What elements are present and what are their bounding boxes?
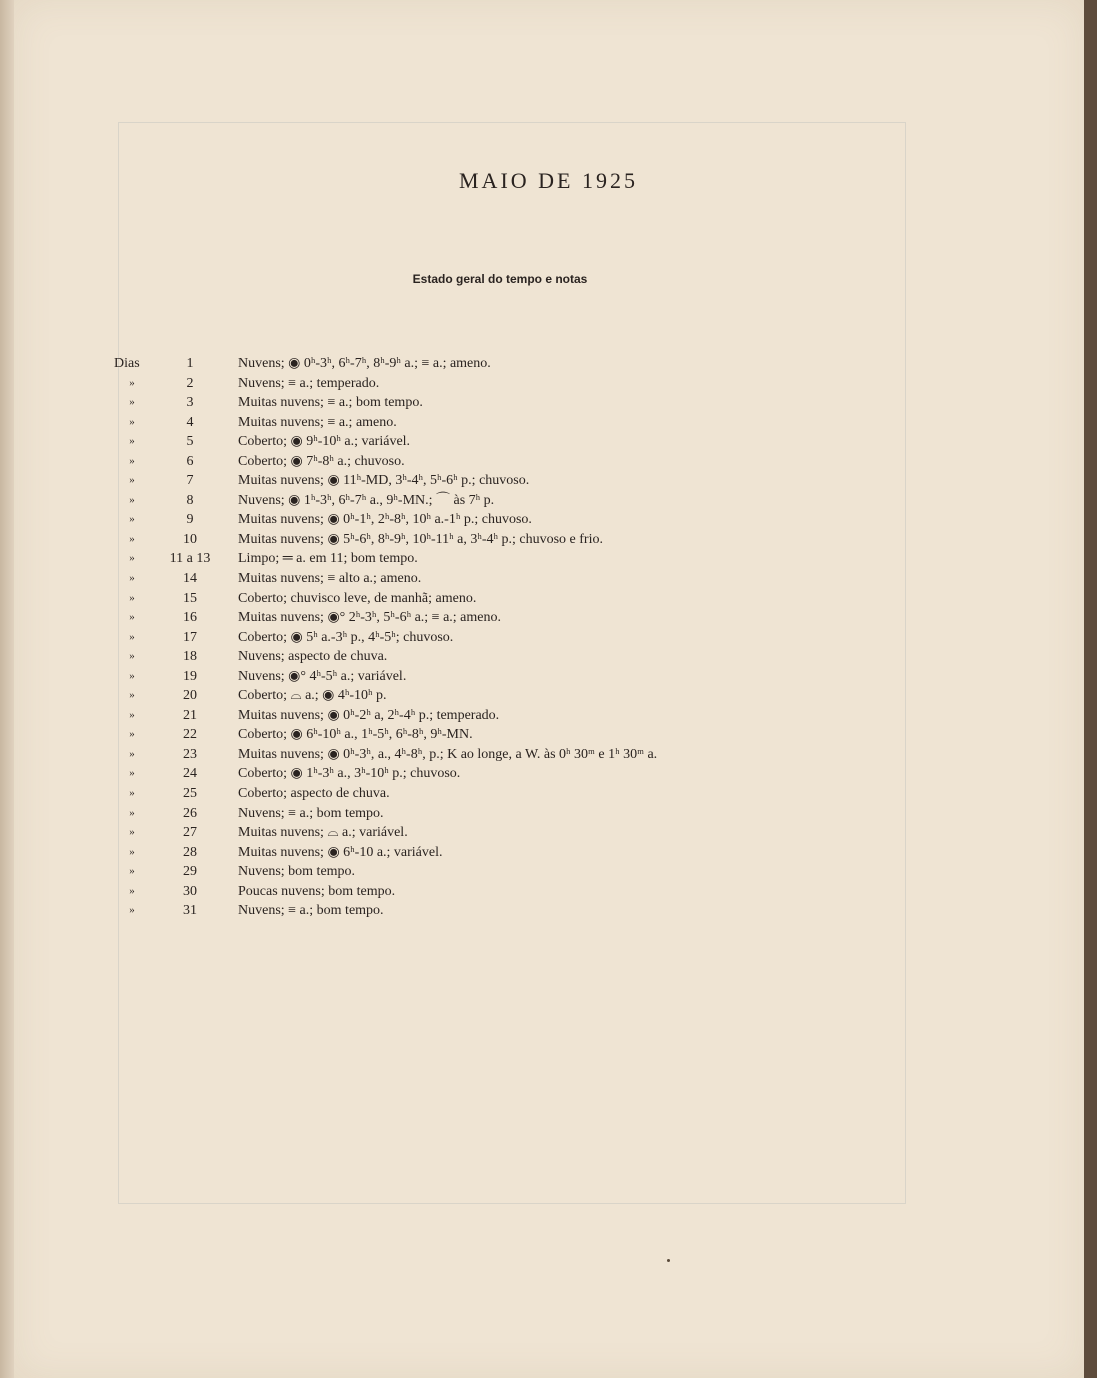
ditto-mark: » [129,415,135,428]
day-number: 27 [183,825,197,841]
weather-note: Muitas nuvens; ◉ 6ʰ-10 a.; variável. [238,844,443,860]
day-row [0,843,1097,863]
ditto-mark: » [129,572,135,585]
days-label: Dias [114,356,140,371]
day-number: 22 [183,727,197,743]
weather-note: Muitas nuvens; ◉ 0ʰ-2ʰ a, 2ʰ-4ʰ p.; temperado. [238,707,500,723]
day-number: 29 [183,864,197,880]
day-number: 31 [183,903,197,919]
ditto-mark: » [129,396,135,409]
weather-note: Muitas nuvens; ◉ 0ʰ-3ʰ, a., 4ʰ-8ʰ, p.; K ao longe, a W. às 0ʰ 30ᵐ e 1ʰ 30ᵐ a. [238,746,658,762]
day-row [0,667,1097,687]
day-row [0,647,1097,667]
day-row [0,706,1097,726]
day-row [0,354,1097,374]
day-number: 7 [186,473,194,489]
weather-note: Nuvens; ◉° 4ʰ-5ʰ a.; variável. [238,668,407,684]
day-row [0,374,1097,394]
weather-note: Poucas nuvens; bom tempo. [238,883,396,899]
weather-note: Coberto; aspecto de chuva. [238,786,390,802]
day-row [0,530,1097,550]
ditto-mark: » [129,767,135,780]
weather-note: Coberto; ◉ 5ʰ a.-3ʰ p., 4ʰ-5ʰ; chuvoso. [238,629,454,645]
day-number: 17 [183,629,197,645]
day-number: 9 [186,512,194,528]
day-number: 8 [186,492,194,508]
weather-note: Muitas nuvens; ◉ 11ʰ-MD, 3ʰ-4ʰ, 5ʰ-6ʰ p.; chuvoso. [238,473,530,489]
ditto-mark: » [129,513,135,526]
weather-note: Muitas nuvens; ≡ alto a.; ameno. [238,571,422,587]
ditto-mark: » [129,474,135,487]
day-row [0,432,1097,452]
ditto-mark: » [129,845,135,858]
day-number: 25 [183,786,197,802]
ditto-mark: » [129,650,135,663]
weather-note: Coberto; ⌓ a.; ◉ 4ʰ-10ʰ p. [238,688,387,704]
paper-speck [667,1259,670,1262]
weather-note: Nuvens; ◉ 1ʰ-3ʰ, 6ʰ-7ʰ a., 9ʰ-MN.; ⌒ às 7ʰ p. [238,492,495,508]
day-row [0,745,1097,765]
day-row [0,452,1097,472]
ditto-mark: » [129,787,135,800]
day-row [0,823,1097,843]
ditto-mark: » [129,454,135,467]
weather-note: Coberto; ◉ 7ʰ-8ʰ a.; chuvoso. [238,453,405,469]
section-subtitle: Estado geral do tempo e notas [412,272,588,286]
day-number: 1 [186,356,194,371]
ditto-mark: » [129,493,135,506]
page-title: MAIO DE 1925 [459,168,638,193]
ditto-mark: » [129,747,135,760]
day-row [0,686,1097,706]
day-number: 18 [183,649,197,665]
day-number: 2 [186,375,194,391]
weather-note: Muitas nuvens; ◉° 2ʰ-3ʰ, 5ʰ-6ʰ a.; ≡ a.; ameno. [238,610,501,626]
day-number: 23 [183,746,197,762]
weather-note: Coberto; ◉ 9ʰ-10ʰ a.; variável. [238,434,411,450]
weather-note: Coberto; ◉ 1ʰ-3ʰ a., 3ʰ-10ʰ p.; chuvoso. [238,766,461,782]
ditto-mark: » [129,376,135,389]
day-number: 16 [183,610,197,626]
day-row [0,393,1097,413]
day-number: 11 a 13 [169,551,211,567]
day-number: 4 [186,414,194,430]
weather-note: Nuvens; ≡ a.; temperado. [238,375,380,391]
day-number: 14 [183,571,197,587]
day-row [0,901,1097,921]
ditto-mark: » [129,552,135,565]
weather-note: Nuvens; aspecto de chuva. [238,649,388,665]
ditto-mark: » [129,884,135,897]
weather-note: Nuvens; ≡ a.; bom tempo. [238,903,384,919]
ditto-mark: » [129,669,135,682]
ditto-mark: » [129,591,135,604]
day-number: 6 [186,453,194,469]
day-row [0,549,1097,569]
weather-notes-list [0,354,1097,921]
ditto-mark: » [129,865,135,878]
day-number: 5 [186,434,194,450]
ditto-mark: » [129,532,135,545]
weather-note: Nuvens; ≡ a.; bom tempo. [238,805,384,821]
weather-note: Nuvens; bom tempo. [238,864,356,880]
day-row [0,413,1097,433]
day-row [0,784,1097,804]
day-number: 28 [183,844,197,860]
day-number: 19 [183,668,197,684]
weather-note: Muitas nuvens; ◉ 5ʰ-6ʰ, 8ʰ-9ʰ, 10ʰ-11ʰ a, 3ʰ-4ʰ p.; chuvoso e frio. [238,531,603,547]
day-number: 3 [186,395,194,411]
ditto-mark: » [129,630,135,643]
day-row [0,764,1097,784]
weather-note: Muitas nuvens; ◉ 0ʰ-1ʰ, 2ʰ-8ʰ, 10ʰ a.-1ʰ p.; chuvoso. [238,512,532,528]
ditto-mark: » [129,904,135,917]
day-number: 10 [183,531,197,547]
day-row [0,589,1097,609]
weather-note: Limpo; ═ a. em 11; bom tempo. [238,551,418,567]
day-row [0,725,1097,745]
day-number: 21 [183,707,197,723]
day-number: 26 [183,805,197,821]
ditto-mark: » [129,826,135,839]
day-row [0,569,1097,589]
day-row [0,882,1097,902]
ditto-mark: » [129,611,135,624]
ditto-mark: » [129,689,135,702]
day-number: 20 [183,688,197,704]
ditto-mark: » [129,806,135,819]
day-row [0,628,1097,648]
weather-note: Muitas nuvens; ≡ a.; bom tempo. [238,395,423,411]
ditto-mark: » [129,728,135,741]
ditto-mark: » [129,435,135,448]
ditto-mark: » [129,708,135,721]
weather-note: Muitas nuvens; ⌓ a.; variável. [238,825,408,841]
weather-note: Muitas nuvens; ≡ a.; ameno. [238,414,397,430]
day-number: 15 [183,590,197,606]
day-number: 30 [183,883,197,899]
weather-note: Nuvens; ◉ 0ʰ-3ʰ, 6ʰ-7ʰ, 8ʰ-9ʰ a.; ≡ a.; ameno. [238,356,491,371]
weather-note: Coberto; chuvisco leve, de manhã; ameno. [238,590,477,606]
day-row [0,510,1097,530]
day-row [0,804,1097,824]
day-number: 24 [183,766,197,782]
day-row [0,862,1097,882]
day-row [0,491,1097,511]
day-row [0,471,1097,491]
day-row [0,608,1097,628]
weather-note: Coberto; ◉ 6ʰ-10ʰ a., 1ʰ-5ʰ, 6ʰ-8ʰ, 9ʰ-MN. [238,727,473,743]
